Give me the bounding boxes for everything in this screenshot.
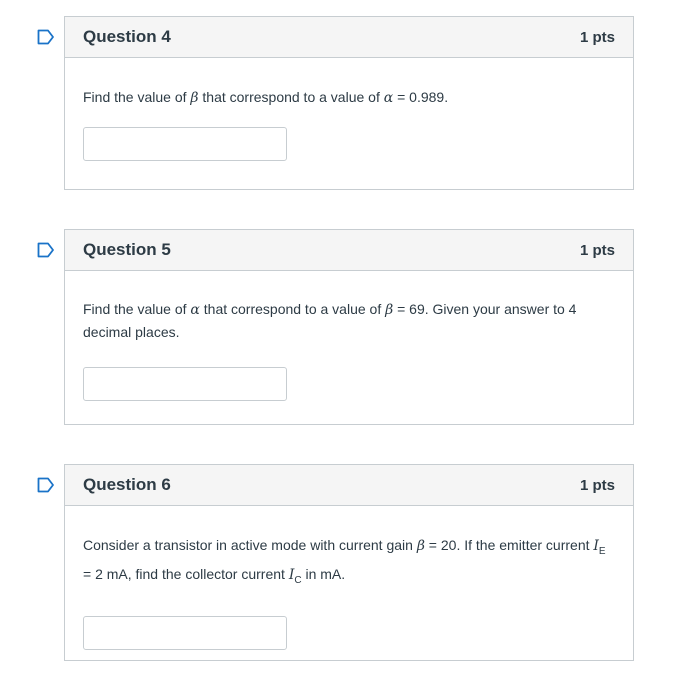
question-title: Question 4	[83, 27, 171, 46]
text-segment: Consider a transistor in active mode with current gain	[83, 537, 417, 553]
symbol-current: I	[593, 538, 599, 554]
question-points: 1 pts	[579, 476, 615, 494]
flag-icon[interactable]	[37, 477, 55, 493]
flag-icon[interactable]	[37, 29, 55, 45]
text-segment: = 2 mA, find the collector current	[83, 565, 289, 582]
symbol-beta: β	[385, 302, 394, 318]
question-text	[83, 58, 615, 109]
text-segment: = 69. Given your answer to 4 decimal places.	[83, 301, 577, 340]
question-header	[65, 230, 633, 271]
text-segment: that correspond to a value of	[199, 301, 386, 317]
question-points: 1 pts	[579, 28, 615, 46]
answer-input[interactable]	[83, 616, 287, 650]
question-title: Question 5	[83, 240, 171, 259]
symbol-alpha: α	[383, 90, 394, 106]
text-segment: in mA.	[301, 565, 346, 582]
text-segment: = 0.989.	[393, 89, 449, 105]
text-segment: Find the value of	[83, 301, 191, 317]
question-header	[65, 465, 633, 506]
question-5	[64, 229, 634, 425]
text-segment: that correspond to a value of	[198, 89, 384, 105]
question-6	[64, 464, 634, 661]
flag-icon[interactable]	[37, 242, 55, 258]
question-points: 1 pts	[579, 241, 615, 259]
question-body	[65, 58, 633, 161]
question-body	[65, 271, 633, 401]
question-header	[65, 17, 633, 58]
question-body	[65, 506, 633, 650]
text-segment: = 20. If the emitter current	[424, 537, 594, 553]
question-text	[83, 271, 615, 343]
answer-input[interactable]	[83, 127, 287, 161]
question-text	[83, 506, 615, 592]
symbol-beta: β	[416, 538, 425, 554]
subscript-e: E	[598, 545, 606, 557]
text-segment: Find the value of	[83, 89, 191, 105]
subscript-c: C	[294, 574, 302, 586]
symbol-current: I	[288, 566, 295, 583]
question-title: Question 6	[83, 475, 171, 494]
question-4	[64, 16, 634, 190]
answer-input[interactable]	[83, 367, 287, 401]
symbol-alpha: α	[190, 302, 200, 318]
symbol-beta: β	[190, 90, 199, 106]
